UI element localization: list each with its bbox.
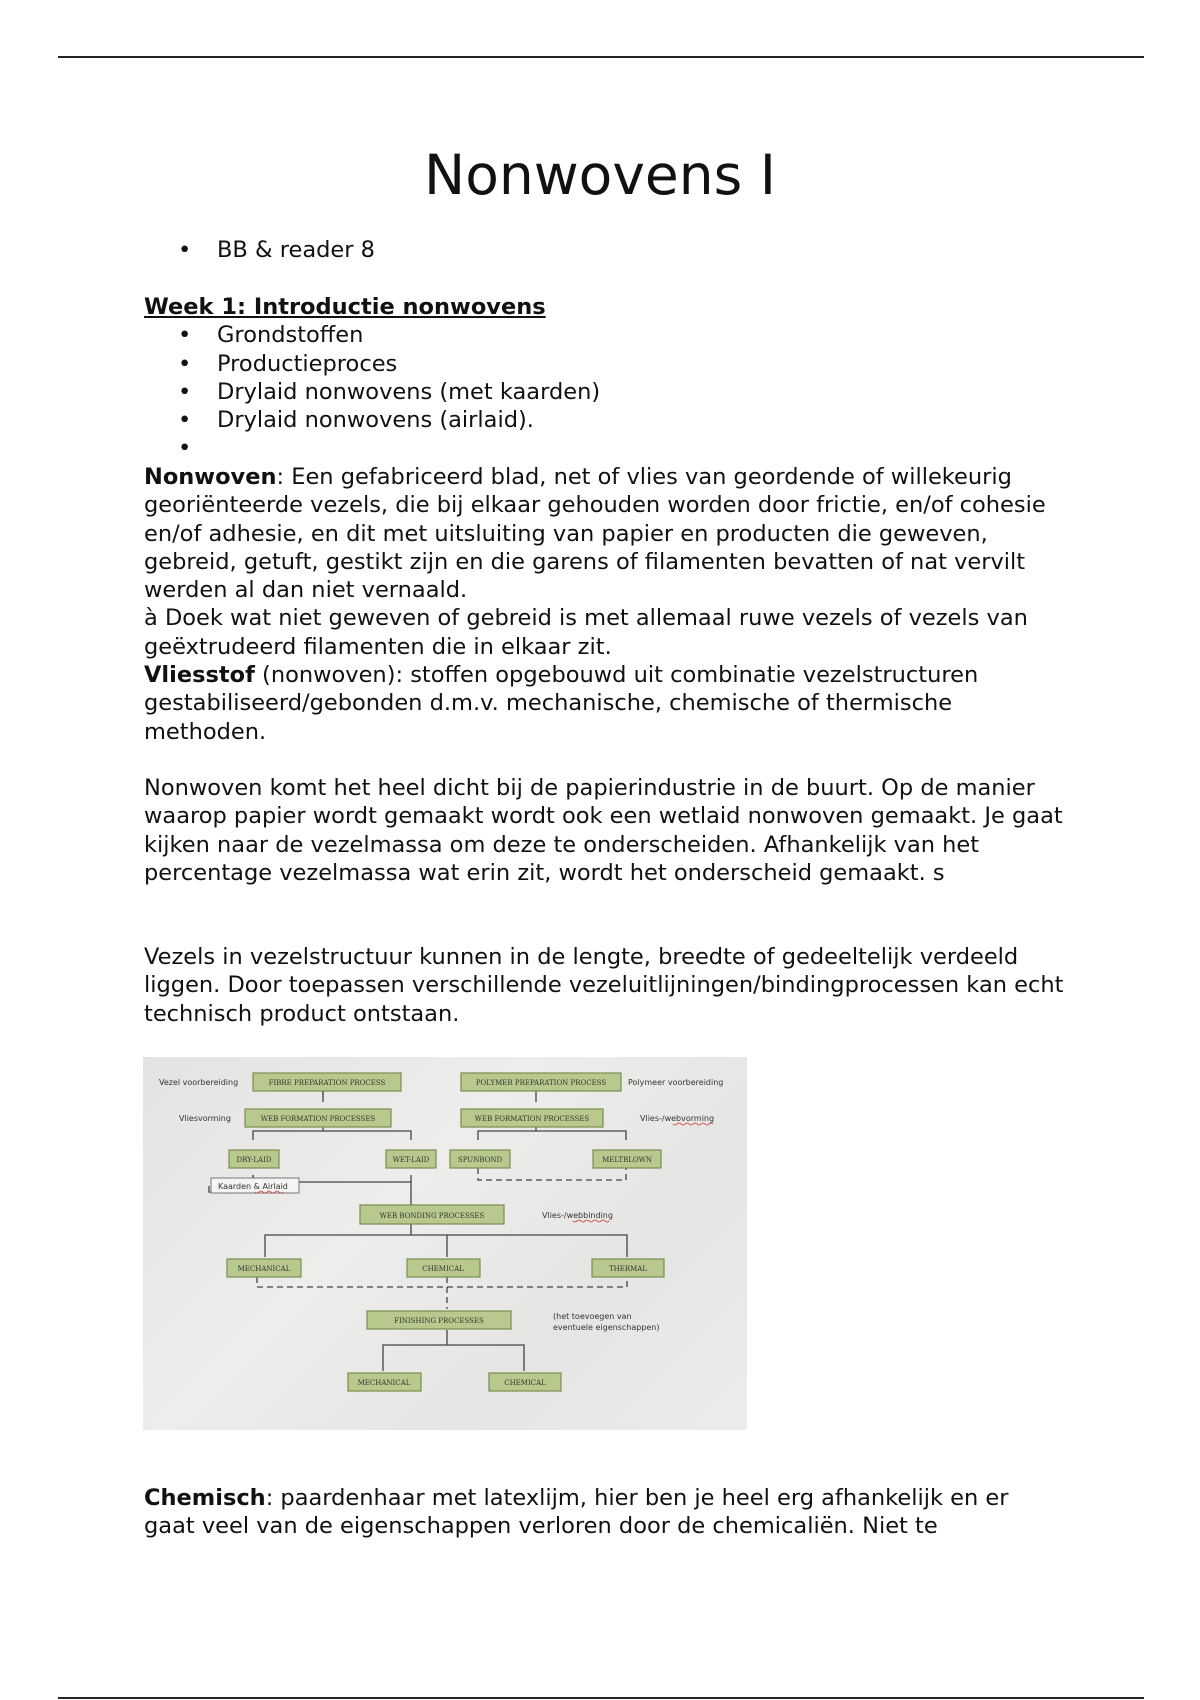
bullet-icon: • [178,407,192,434]
box-label: WET-LAID [392,1156,430,1164]
box-label: FINISHING PROCESSES [394,1317,484,1325]
annotation-label: Vlies-/webvorming [640,1114,715,1123]
vliesstof-term: Vliesstof [144,662,255,689]
nonwoven-definition: Nonwoven: Een gefabriceerd blad, net of vlies van geordende of willekeurig georiënteerde vezels, die bij elkaar gehouden worden door frictie, en/of cohesie en/of adhesie, en dit met uitsluiting van papier en producten die geweven, gebreid, getuft, gestikt zijn en die garens of filamenten bevatten of nat vervilt werden al dan niet vernaald. [144,464,1046,604]
annotation-label: Polymeer voorbereiding [628,1078,724,1087]
page-title: Nonwovens I [424,143,776,207]
chemisch-paragraph: Chemisch: paardenhaar met latexlijm, hier ben je heel erg afhankelijk en er gaat veel van de eigenschappen verloren door de chemicaliën. Niet te [144,1485,1009,1540]
box-label: MECHANICAL [357,1379,411,1387]
box-label: SPUNBOND [457,1156,503,1164]
box-label: POLYMER PREPARATION PROCESS [475,1079,607,1087]
vliesstof-definition: Vliesstof (nonwoven): stoffen opgebouwd uit combinatie vezelstructuren gestabiliseerd/gebonden d.m.v. mechanische, chemische of thermische methoden. [144,662,979,745]
box-label: WEB BONDING PROCESSES [379,1212,485,1220]
spellcheck-underline [673,1123,713,1125]
list-item: • Productieproces [178,350,398,377]
paragraph-vezelstructuur: Vezels in vezelstructuur kunnen in de lengte, breedte of gedeeltelijk verdeeld liggen. Door toepassen verschillende vezeluitlijningen/bindingprocessen kan echt technisch product ontstaan. [144,944,1064,1027]
annotation-label: Vlies-/webbinding [542,1211,613,1220]
box-label: DRY-LAID [236,1156,272,1164]
annotation-label: Kaarden & Airlaid [218,1182,288,1191]
annotation-label: (het toevoegen van [553,1312,632,1321]
box-label: MELTBLOWN [602,1156,652,1164]
list-item: • Drylaid nonwovens (met kaarden) [178,378,601,405]
list-item: • Grondstoffen [178,322,364,349]
paragraph-papierindustrie: Nonwoven komt het heel dicht bij de papierindustrie in de buurt. Op de manier waarop papier wordt gemaakt wordt ook een wetlaid nonwoven gemaakt. Je gaat kijken naar de vezelmassa om deze te onderscheiden. Afhankelijk van het percentage vezelmassa wat erin zit, wordt het onderscheid gemaakt. s [144,775,1063,886]
list-item: • BB & reader 8 [178,237,375,263]
box-label: MECHANICAL [237,1265,291,1273]
box-label: CHEMICAL [422,1265,464,1273]
doek-explanation: à Doek wat niet geweven of gebreid is met allemaal ruwe vezels of vezels van geëxtrudeerd filamenten die in elkaar zit. [144,605,1028,660]
week1-bullet-list [144,321,1064,462]
spellcheck-underline [573,1220,609,1222]
box-label: WEB FORMATION PROCESSES [260,1115,376,1123]
bottom-rule [58,1697,1144,1699]
annotation-label: eventuele eigenschappen) [553,1323,660,1332]
box-label: WEB FORMATION PROCESSES [474,1115,590,1123]
chemisch-section [144,1484,1064,1541]
process-flow-diagram [143,1057,747,1430]
box-label: THERMAL [608,1265,648,1273]
nonwoven-term: Nonwoven [144,464,277,490]
bullet-icon: • [178,435,192,462]
bullet-icon: • [178,237,192,263]
week1-heading: Week 1: Introductie nonwovens [144,294,546,320]
week1-section [144,293,1064,463]
list-item: • Drylaid nonwovens (airlaid). [178,407,534,434]
top-rule [58,56,1144,58]
bullet-icon: • [178,322,192,349]
annotation-label: Vezel voorbereiding [159,1078,239,1087]
bullet-icon: • [178,378,192,405]
box-label: FIBRE PREPARATION PROCESS [268,1079,386,1087]
intro-bullet-list [144,236,1064,264]
bullet-icon: • [178,350,192,377]
annotation-label: Vliesvorming [179,1114,231,1123]
list-item [144,434,1064,462]
chemisch-term: Chemisch [144,1485,266,1511]
definition-section [144,463,1064,746]
box-label: CHEMICAL [504,1379,546,1387]
